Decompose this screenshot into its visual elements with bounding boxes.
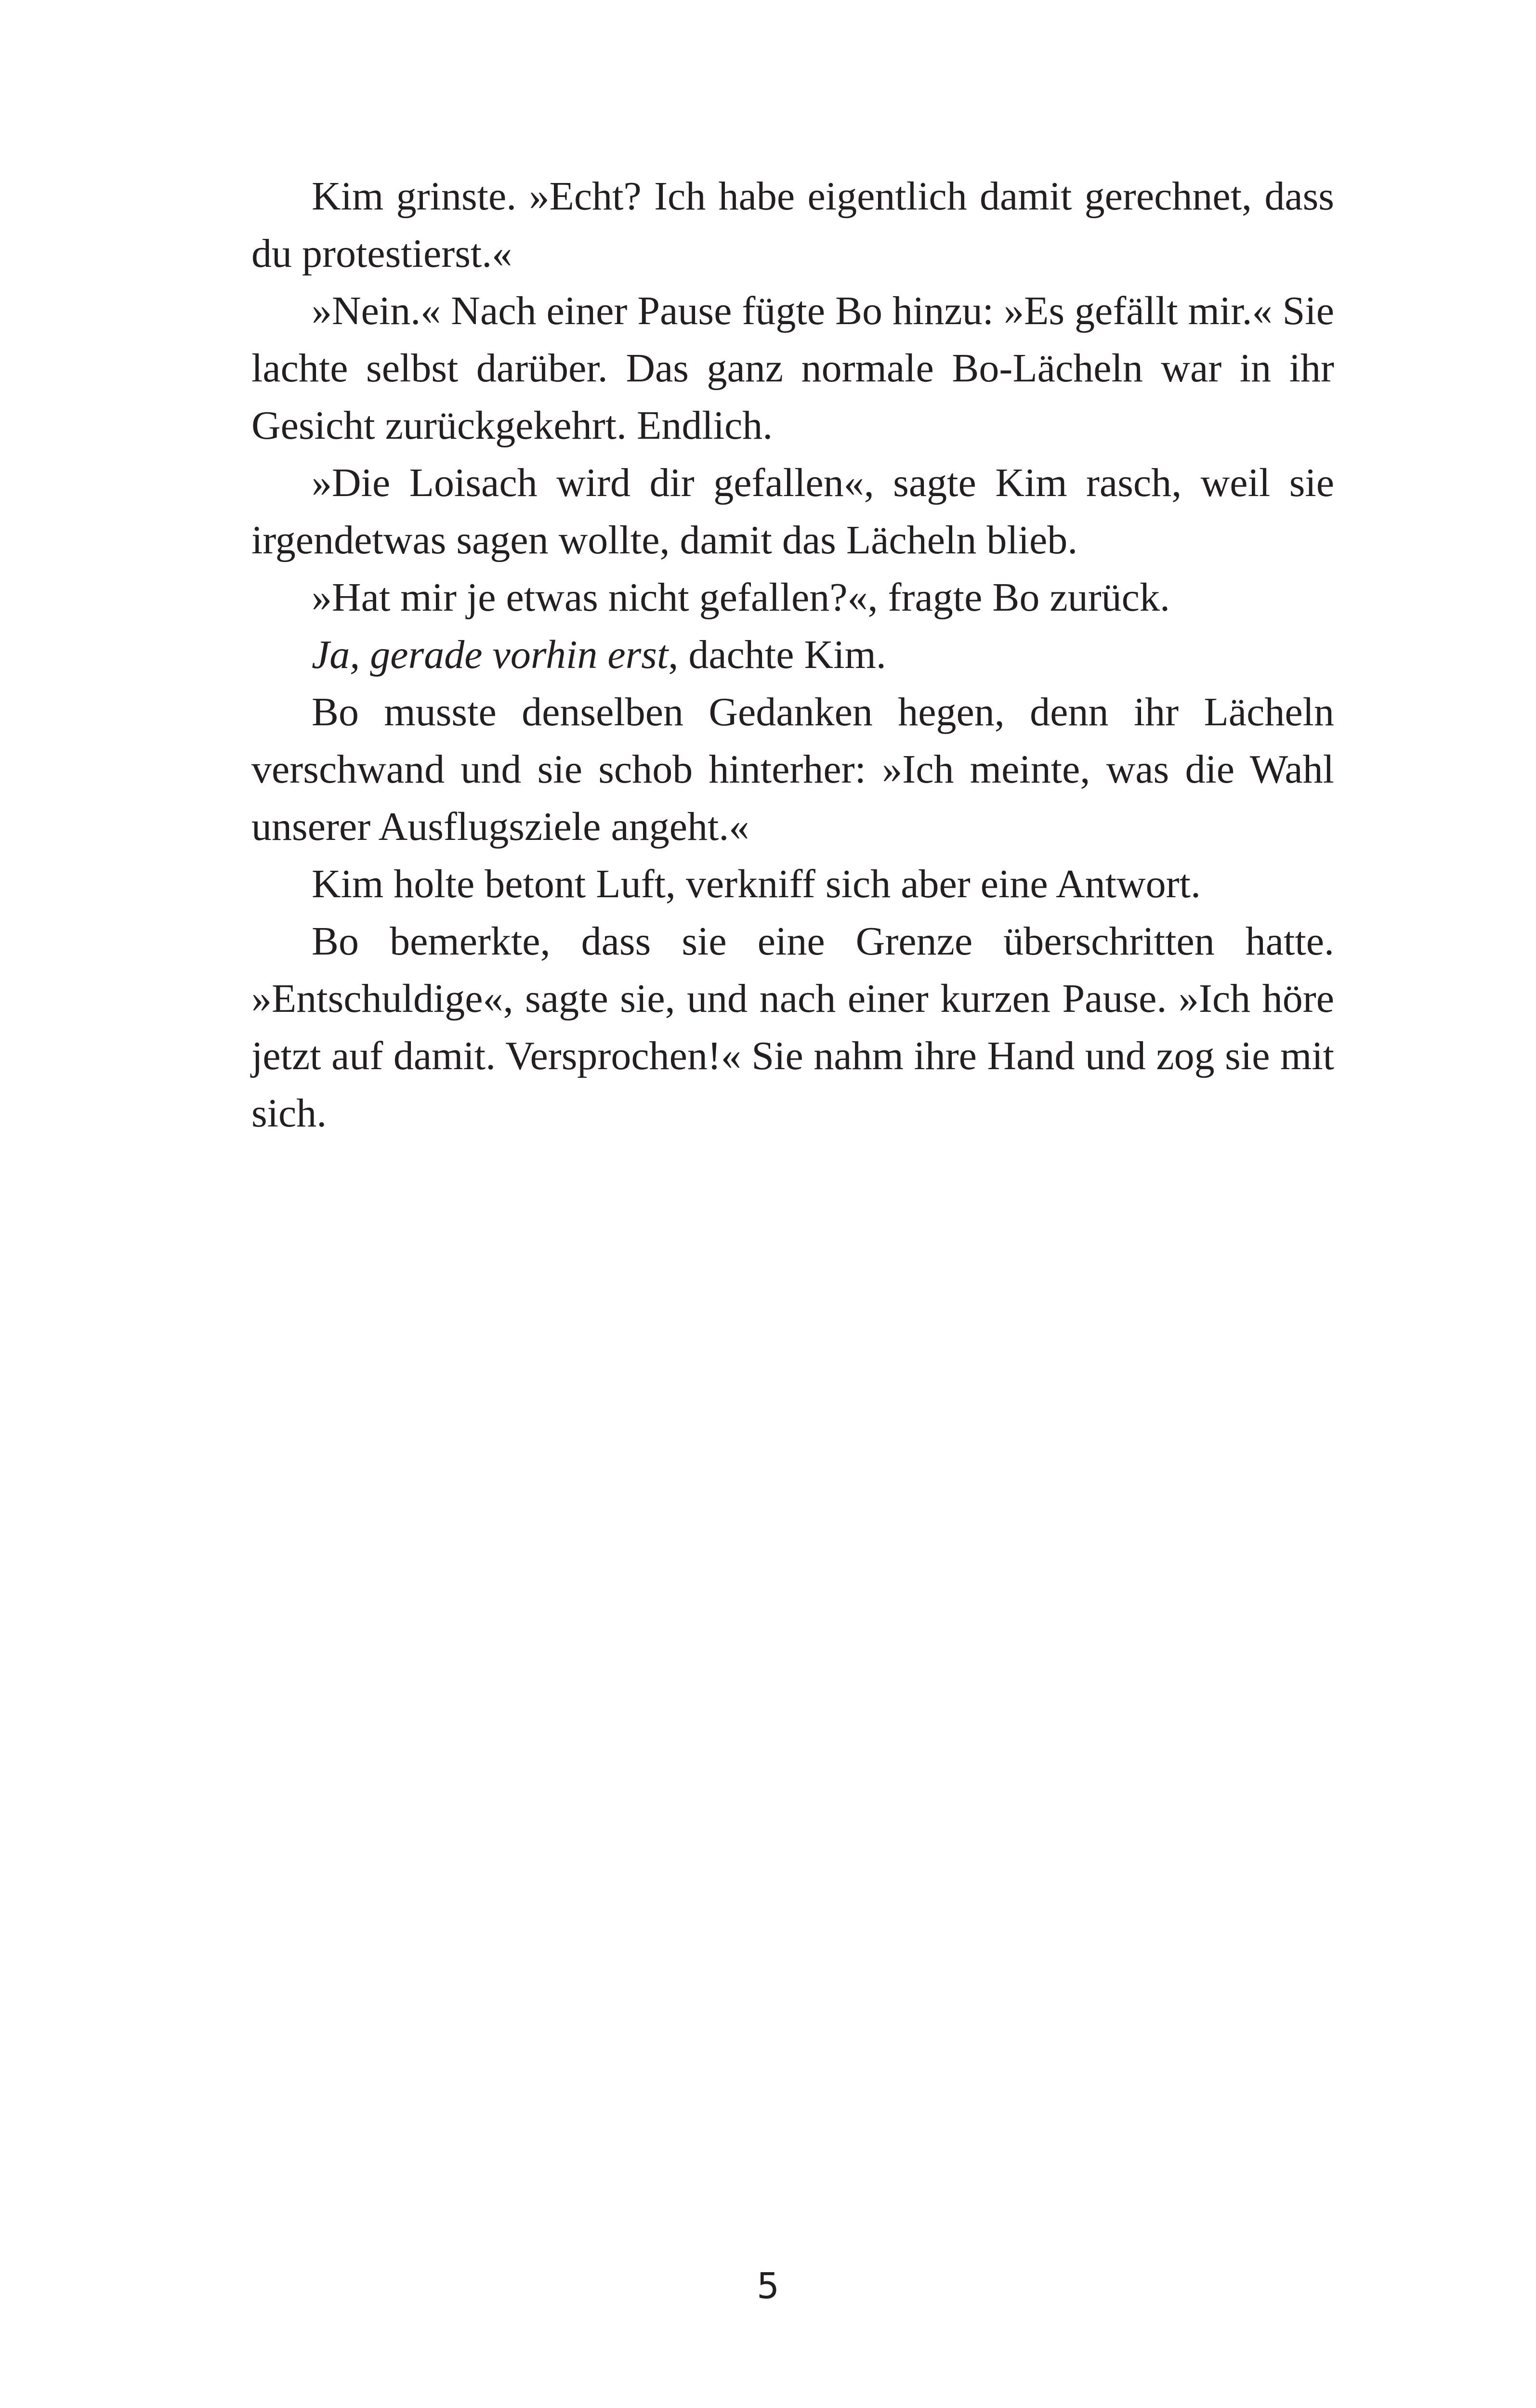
paragraph-6: Bo musste denselben Gedanken hegen, denn ihr Lächeln verschwand und sie schob hinterher: »Ich meinte, was die Wahl unserer Ausflugsziele angeht.« bbox=[251, 690, 1334, 849]
page-number: 5 bbox=[756, 2265, 780, 2307]
italic-thought: Ja, gerade vorhin erst bbox=[312, 632, 669, 677]
body-text bbox=[251, 168, 1334, 1142]
paragraph-7: Kim holte betont Luft, verkniff sich aber eine Antwort. bbox=[312, 862, 1201, 906]
paragraph-8: Bo bemerkte, dass sie eine Grenze überschritten hatte. »Entschuldige«, sagte sie, und nach einer kurzen Pause. »Ich höre jetzt auf damit. Versprochen!« Sie nahm ihre Hand und zog sie mit sich. bbox=[251, 919, 1334, 1136]
paragraph-5-rest: , dachte Kim. bbox=[668, 632, 886, 677]
paragraph-1: Kim grinste. »Echt? Ich habe eigentlich damit gerechnet, dass du protestierst.« bbox=[251, 174, 1334, 276]
paragraph-5 bbox=[251, 626, 1334, 683]
paragraph-2: »Nein.« Nach einer Pause fügte Bo hinzu: »Es gefällt mir.« Sie lachte selbst darüber. Das ganz normale Bo-Lächeln war in ihr Gesicht zurückgekehrt. Endlich. bbox=[251, 288, 1334, 448]
paragraph-4: »Hat mir je etwas nicht gefallen?«, fragte Bo zurück. bbox=[312, 575, 1170, 620]
paragraph-3: »Die Loisach wird dir gefallen«, sagte Kim rasch, weil sie irgendetwas sagen wollte, damit das Lächeln blieb. bbox=[251, 460, 1334, 563]
